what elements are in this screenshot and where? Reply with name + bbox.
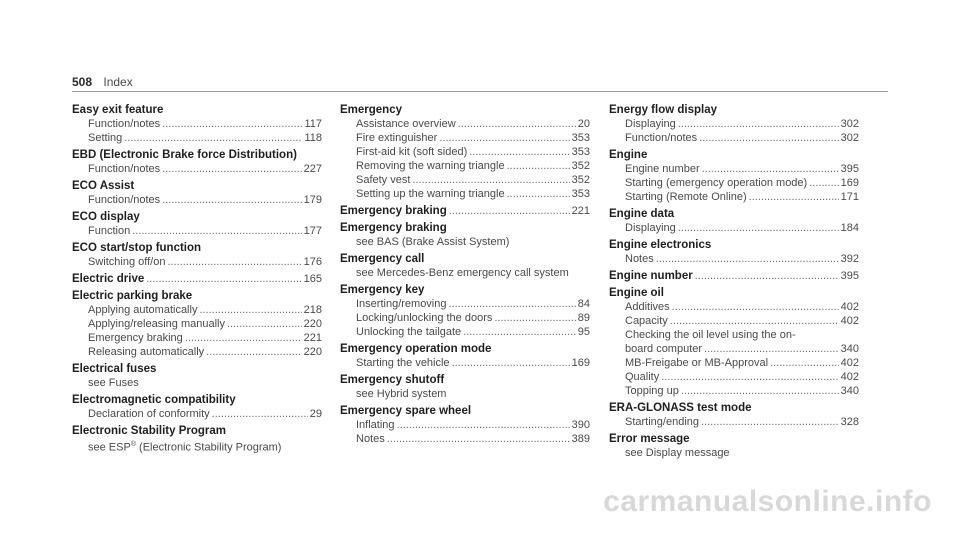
subentry-text: [356, 432, 385, 446]
subentry-label: Checking the oil level using the on-: [625, 329, 796, 341]
page-ref: 352: [571, 174, 590, 186]
subentry-label: Quality: [625, 371, 660, 383]
subentry-text: [88, 131, 122, 145]
index-entry: [609, 207, 859, 235]
leader-dots: [227, 317, 302, 331]
page-ref: 118: [304, 132, 322, 144]
subentry-label: Function/notes: [625, 132, 698, 144]
leader-dots: [749, 190, 839, 204]
subentry-text: [88, 224, 130, 238]
leader-dots: [452, 356, 570, 370]
index-entry: [340, 221, 590, 249]
page-ref: 177: [303, 225, 322, 237]
index-subentry: [340, 325, 590, 339]
index-term: Engine electronics: [609, 239, 712, 251]
subentry-text: [625, 252, 654, 266]
index-entry: [72, 103, 322, 145]
leader-dots: [672, 300, 839, 314]
leader-dots: [162, 193, 301, 207]
subentry-text: [625, 342, 702, 356]
subentry-text: [625, 415, 699, 429]
subentry-label: board computer: [625, 343, 703, 355]
leader-dots: [678, 221, 839, 235]
index-entry: [72, 179, 322, 207]
subentry-text: [356, 159, 505, 173]
index-entry: [340, 204, 590, 218]
leader-dots: [206, 345, 301, 359]
index-subentry: [72, 117, 322, 131]
subentry-text: [625, 328, 796, 342]
leader-dots: [212, 407, 308, 421]
leader-dots: [387, 432, 570, 446]
page-ref: 353: [571, 188, 590, 200]
leader-dots: [463, 325, 576, 339]
subentry-text: [88, 255, 165, 269]
index-subentry: [72, 317, 322, 331]
subentry-label: Switching off/on: [88, 256, 166, 268]
index-term: Engine data: [609, 208, 675, 220]
index-column-2: [340, 103, 590, 449]
page-number: 508: [72, 75, 93, 89]
index-entry: [609, 432, 859, 460]
page-ref: 179: [303, 194, 322, 206]
index-term: Electrical fuses: [72, 363, 157, 375]
subentry-text: [356, 325, 461, 339]
page-ref: 402: [840, 315, 859, 327]
index-subentry: [72, 345, 322, 359]
index-term-line: [340, 204, 590, 218]
header-divider: [72, 91, 888, 92]
page-ref: 176: [303, 256, 322, 268]
subentry-text: [356, 297, 447, 311]
subentry-text: [356, 187, 505, 201]
subentry-label: Removing the warning triangle: [356, 160, 505, 172]
subentry-label: Starting/ending: [625, 416, 699, 428]
page-ref: 29: [309, 408, 322, 420]
subentry-label: see Hybrid system: [356, 388, 447, 400]
subentry-label: Topping up: [625, 385, 679, 397]
index-subentry: [340, 432, 590, 446]
index-subentry: [609, 162, 859, 176]
page-ref: 402: [840, 301, 859, 313]
subentry-label: Function: [88, 225, 131, 237]
index-term: ECO display: [72, 211, 140, 223]
index-subentry: [340, 266, 590, 280]
page-ref: 220: [303, 318, 322, 330]
page-ref: 171: [840, 191, 859, 203]
page-ref: 184: [840, 222, 859, 234]
index-subentry: [340, 297, 590, 311]
subentry-label: Starting (Remote Online): [625, 191, 747, 203]
page-ref: 395: [840, 163, 859, 175]
page-ref: 218: [303, 304, 322, 316]
leader-dots: [701, 415, 839, 429]
index-subentry: [609, 384, 859, 398]
leader-dots: [678, 117, 839, 131]
subentry-text: [88, 117, 160, 131]
subentry-label: Displaying: [625, 222, 676, 234]
index-term: Emergency operation mode: [340, 343, 492, 355]
watermark-logo: carmanualsonline.info: [603, 485, 932, 518]
index-term: Electromagnetic compatibility: [72, 394, 236, 406]
leader-dots: [695, 269, 839, 283]
index-term: Error message: [609, 433, 690, 445]
subentry-label: MB-Freigabe or MB-Approval: [625, 357, 769, 369]
subentry-label: Emergency braking: [88, 332, 183, 344]
leader-dots: [704, 342, 839, 356]
subentry-label: Capacity: [625, 315, 668, 327]
leader-dots: [397, 418, 570, 432]
page-ref: 353: [571, 132, 590, 144]
index-subentry: [72, 224, 322, 238]
index-entry: [609, 286, 859, 398]
index-entry: [72, 424, 322, 455]
subentry-text: [88, 407, 210, 421]
index-subentry: [340, 117, 590, 131]
leader-dots: [124, 131, 302, 145]
page-header: [72, 75, 133, 89]
page-ref: 95: [577, 326, 590, 338]
index-subentry: [340, 145, 590, 159]
index-subentry: [609, 190, 859, 204]
subentry-label: Starting the vehicle: [356, 357, 450, 369]
subentry-text: [625, 117, 676, 131]
subentry-text: [88, 331, 183, 345]
subentry-text: [356, 387, 446, 401]
index-term: Emergency: [340, 104, 403, 116]
subentry-text: [356, 235, 509, 249]
leader-dots: [449, 297, 576, 311]
page-ref: 117: [304, 118, 322, 130]
index-term: Easy exit feature: [72, 104, 164, 116]
page-ref: 302: [840, 118, 859, 130]
index-term: ECO start/stop function: [72, 242, 202, 254]
index-term: Emergency braking: [340, 222, 447, 234]
subentry-label: Setting up the warning triangle: [356, 188, 505, 200]
page-ref: 402: [840, 357, 859, 369]
page-ref: 89: [577, 312, 590, 324]
subentry-text: [88, 303, 197, 317]
subentry-text: [625, 131, 697, 145]
subentry-label: Safety vest: [356, 174, 411, 186]
index-subentry: [609, 415, 859, 429]
subentry-text: [625, 162, 700, 176]
index-term: Engine number: [609, 270, 693, 282]
leader-dots: [661, 370, 838, 384]
leader-dots: [458, 117, 576, 131]
subentry-label: see Display message: [625, 447, 730, 459]
subentry-label: Notes: [625, 253, 654, 265]
index-column-1: [72, 103, 322, 458]
subentry-text: [625, 300, 670, 314]
index-subentry: [609, 342, 859, 356]
page-ref: 169: [571, 357, 590, 369]
index-subentry: [340, 418, 590, 432]
index-entry: [72, 362, 322, 390]
index-subentry: [72, 162, 322, 176]
subentry-text: [625, 356, 768, 370]
leader-dots: [412, 173, 569, 187]
subentry-text: [356, 418, 395, 432]
leader-dots: [699, 131, 838, 145]
page-ref: 169: [840, 177, 859, 189]
leader-dots: [507, 159, 570, 173]
index-entry: [340, 103, 590, 201]
index-subentry: [72, 193, 322, 207]
subentry-text: [88, 193, 160, 207]
index-subentry: [72, 438, 322, 455]
leader-dots: [162, 162, 301, 176]
leader-dots: [469, 145, 569, 159]
subentry-text: [356, 311, 492, 325]
subentry-label: Declaration of conformity: [88, 408, 210, 420]
index-term: Energy flow display: [609, 104, 717, 116]
leader-dots: [449, 204, 570, 218]
index-term: Electric parking brake: [72, 290, 193, 302]
leader-dots: [809, 176, 838, 190]
index-subentry: [72, 376, 322, 390]
subentry-label: Assistance overview: [356, 118, 456, 130]
index-entry: [72, 210, 322, 238]
index-subentry: [609, 221, 859, 235]
subentry-label: Function/notes: [88, 194, 161, 206]
index-subentry: [609, 314, 859, 328]
index-entry: [609, 238, 859, 266]
index-entry: [609, 401, 859, 429]
subentry-text: [356, 173, 410, 187]
index-term: Engine oil: [609, 287, 664, 299]
subentry-text: [625, 446, 730, 460]
subentry-label: Fire extinguisher: [356, 132, 438, 144]
index-term: Emergency key: [340, 284, 425, 296]
index-entry: [609, 103, 859, 145]
leader-dots: [167, 255, 301, 269]
page-ref: 392: [840, 253, 859, 265]
subentry-label: see ESP: [88, 441, 131, 454]
page-ref: 328: [840, 416, 859, 428]
leader-dots: [199, 303, 301, 317]
subentry-label: Function/notes: [88, 118, 161, 130]
index-subentry: [340, 173, 590, 187]
index-subentry: [609, 300, 859, 314]
subentry-label-cont: (Electronic Stability Program): [135, 441, 282, 454]
subentry-label: Releasing automatically: [88, 346, 205, 358]
page-ref: 352: [571, 160, 590, 172]
page-ref: 402: [840, 371, 859, 383]
subentry-text: [88, 438, 281, 455]
section-title: Index: [103, 75, 133, 89]
subentry-text: [356, 356, 450, 370]
leader-dots: [146, 272, 301, 286]
subentry-text: [625, 190, 747, 204]
subentry-text: [356, 131, 437, 145]
subentry-label: Inflating: [356, 419, 395, 431]
leader-dots: [132, 224, 301, 238]
subentry-text: [88, 317, 225, 331]
subentry-label: see Mercedes-Benz emergency call system: [356, 267, 569, 279]
leader-dots: [770, 356, 839, 370]
index-subentry: [340, 159, 590, 173]
index-subentry: [609, 176, 859, 190]
index-term: Emergency spare wheel: [340, 405, 472, 417]
page-ref: 395: [840, 270, 859, 282]
index-term: Emergency braking: [340, 205, 447, 217]
leader-dots: [162, 117, 302, 131]
subentry-label: Applying automatically: [88, 304, 198, 316]
index-entry: [609, 269, 859, 283]
leader-dots: [439, 131, 569, 145]
index-subentry: [340, 356, 590, 370]
leader-dots: [670, 314, 839, 328]
subentry-label: Notes: [356, 433, 385, 445]
index-subentry: [340, 311, 590, 325]
index-subentry: [609, 446, 859, 460]
subentry-text: [356, 117, 456, 131]
index-term: Engine: [609, 149, 648, 161]
leader-dots: [185, 331, 302, 345]
index-subentry: [609, 252, 859, 266]
index-entry: [340, 373, 590, 401]
leader-dots: [507, 187, 570, 201]
index-subentry: [609, 370, 859, 384]
index-entry: [340, 404, 590, 446]
index-subentry: [340, 235, 590, 249]
subentry-label: Unlocking the tailgate: [356, 326, 462, 338]
index-subentry: [72, 331, 322, 345]
subentry-text: [625, 384, 679, 398]
index-term-line: [72, 272, 322, 286]
index-entry: [340, 342, 590, 370]
index-entry: [72, 272, 322, 286]
index-entry: [72, 241, 322, 269]
page-ref: 353: [571, 146, 590, 158]
page-ref: 20: [577, 118, 590, 130]
index-subentry: [340, 187, 590, 201]
page-ref: 227: [303, 163, 322, 175]
page-ref: 220: [303, 346, 322, 358]
page-ref: 302: [840, 132, 859, 144]
subentry-text: [625, 176, 807, 190]
subentry-text: [625, 221, 676, 235]
index-term: ECO Assist: [72, 180, 135, 192]
index-subentry: [609, 328, 859, 342]
subentry-label: Applying/releasing manually: [88, 318, 225, 330]
index-subentry: [340, 387, 590, 401]
index-entry: [72, 289, 322, 359]
page-ref: 84: [577, 298, 590, 310]
page-ref: 340: [840, 385, 859, 397]
subentry-text: [625, 370, 659, 384]
subentry-text: [88, 162, 160, 176]
subentry-label: see Fuses: [88, 377, 139, 389]
subentry-label: First-aid kit (soft sided): [356, 146, 468, 158]
index-subentry: [72, 131, 322, 145]
page-ref: 165: [303, 273, 322, 285]
index-subentry: [72, 303, 322, 317]
index-term-line: [609, 269, 859, 283]
leader-dots: [494, 311, 575, 325]
index-entry: [72, 393, 322, 421]
subentry-label: Displaying: [625, 118, 676, 130]
page-ref: 221: [571, 205, 590, 217]
index-entry: [340, 252, 590, 280]
subentry-label: Function/notes: [88, 163, 161, 175]
index-subentry: [340, 131, 590, 145]
index-term: Emergency call: [340, 253, 425, 265]
index-term: Electronic Stability Program: [72, 425, 227, 437]
subentry-text: [625, 314, 668, 328]
subentry-label: Inserting/removing: [356, 298, 447, 310]
subentry-label: see BAS (Brake Assist System): [356, 236, 510, 248]
index-subentry: [609, 356, 859, 370]
page-ref: 390: [571, 419, 590, 431]
subentry-text: [88, 345, 204, 359]
index-entry: [609, 148, 859, 204]
index-subentry: [609, 117, 859, 131]
subentry-label: Starting (emergency operation mode): [625, 177, 808, 189]
index-entry: [72, 148, 322, 176]
index-subentry: [609, 131, 859, 145]
index-column-3: [609, 103, 859, 463]
index-term: Emergency shutoff: [340, 374, 445, 386]
page-ref: 340: [840, 343, 859, 355]
subentry-text: [356, 145, 467, 159]
subentry-label: Engine number: [625, 163, 700, 175]
leader-dots: [656, 252, 839, 266]
index-term: ERA-GLONASS test mode: [609, 402, 752, 414]
leader-dots: [681, 384, 839, 398]
leader-dots: [702, 162, 839, 176]
registered-mark: ®: [130, 441, 136, 448]
subentry-text: [88, 376, 139, 390]
index-subentry: [72, 407, 322, 421]
subentry-label: Setting: [88, 132, 123, 144]
page-ref: 221: [303, 332, 322, 344]
page-ref: 389: [571, 433, 590, 445]
index-term: Electric drive: [72, 273, 145, 285]
index-term: EBD (Electronic Brake force Distribution): [72, 149, 297, 161]
subentry-label: Additives: [625, 301, 670, 313]
index-subentry: [72, 255, 322, 269]
subentry-label: Locking/unlocking the doors: [356, 312, 493, 324]
subentry-text: [356, 266, 569, 280]
index-entry: [340, 283, 590, 339]
